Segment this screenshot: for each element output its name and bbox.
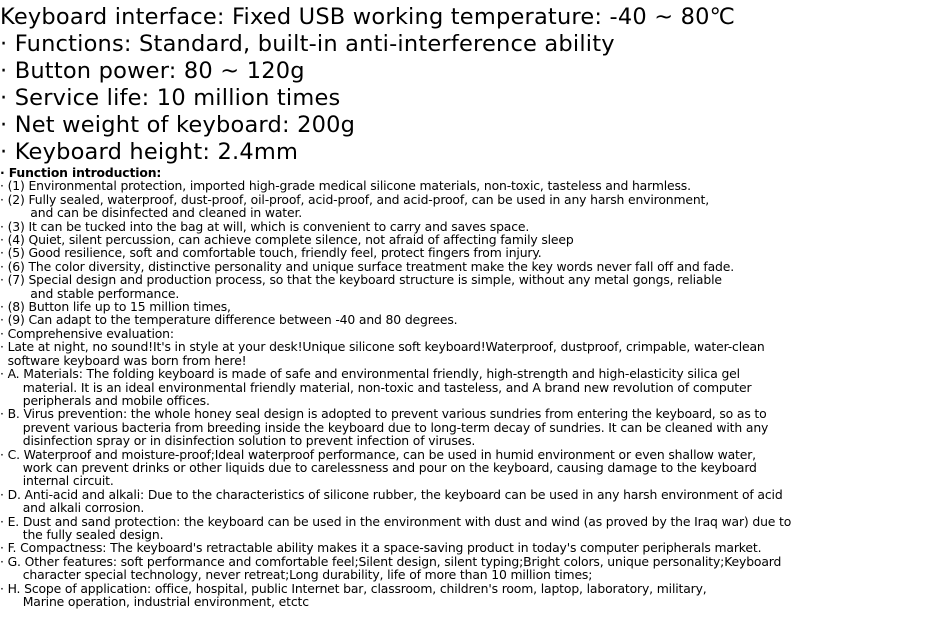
detail-line: · (4) Quiet, silent percussion, can achieve complete silence, not afraid of affecting family sleep bbox=[0, 232, 574, 248]
spec-net-weight: · Net weight of keyboard: 200g bbox=[0, 112, 356, 138]
detail-line: · B. Virus prevention: the whole honey seal design is adopted to prevent various sundries from entering the keyboard, so as to bbox=[0, 406, 767, 422]
detail-line: peripherals and mobile offices. bbox=[0, 392, 210, 408]
detail-line: character special technology, never retreat;Long durability, life of more than 10 million times; bbox=[0, 567, 593, 583]
detail-line: and alkali corrosion. bbox=[0, 500, 145, 516]
spec-keyboard-height: · Keyboard height: 2.4mm bbox=[0, 139, 299, 165]
detail-line: · (6) The color diversity, distinctive personality and unique surface treatment make the key words never fall off and fade. bbox=[0, 258, 735, 274]
detail-line: · H. Scope of application: office, hospital, public Internet bar, classroom, children's room, laptop, laboratory, military, bbox=[0, 580, 707, 596]
detail-line: · (3) It can be tucked into the bag at will, which is convenient to carry and saves space. bbox=[0, 218, 530, 234]
details-block bbox=[0, 166, 950, 608]
detail-line: and stable performance. bbox=[0, 285, 180, 301]
detail-line: · D. Anti-acid and alkali: Due to the characteristics of silicone rubber, the keyboard can be used in any harsh environment of acid bbox=[0, 486, 783, 502]
detail-line: · A. Materials: The folding keyboard is made of safe and environmental friendly, high-strength and high-elasticity silica gel bbox=[0, 366, 740, 382]
detail-line: · (2) Fully sealed, waterproof, dust-proof, oil-proof, acid-proof, and acid-proof, can be used in any harsh environment, bbox=[0, 191, 710, 207]
detail-line: · (1) Environmental protection, imported high-grade medical silicone materials, non-toxic, tasteless and harmless. bbox=[0, 178, 691, 194]
function-intro-heading: · Function introduction: bbox=[0, 165, 162, 180]
spec-interface: Keyboard interface: Fixed USB working temperature: -40 ~ 80℃ bbox=[0, 4, 736, 30]
detail-line: software keyboard was born from here! bbox=[0, 352, 247, 368]
detail-line: the fully sealed design. bbox=[0, 526, 164, 542]
detail-line: · C. Waterproof and moisture-proof;Ideal waterproof performance, can be used in humid environment or even shallow water, bbox=[0, 446, 756, 462]
spec-service-life: · Service life: 10 million times bbox=[0, 85, 341, 111]
detail-line: · (5) Good resilience, soft and comfortable touch, friendly feel, protect fingers from injury. bbox=[0, 245, 542, 261]
detail-line: · Late at night, no sound!It's in style at your desk!Unique silicone soft keyboard!Waterproof, dustproof, crimpable, water-clean bbox=[0, 339, 765, 355]
detail-line: material. It is an ideal environmental friendly material, non-toxic and tasteless, and A brand new revolution of computer bbox=[0, 379, 752, 395]
detail-line: Marine operation, industrial environment, etctc bbox=[0, 594, 309, 609]
detail-line: prevent various bacteria from breeding inside the keyboard due to long-term decay of sundries. It can be cleaned with any bbox=[0, 419, 769, 435]
detail-line: · E. Dust and sand protection: the keyboard can be used in the environment with dust and wind (as proved by the Iraq war) due to bbox=[0, 513, 792, 529]
detail-line: · (7) Special design and production process, so that the keyboard structure is simple, without any metal gongs, reliable bbox=[0, 272, 722, 288]
detail-line: and can be disinfected and cleaned in water. bbox=[0, 205, 303, 221]
detail-line: · G. Other features: soft performance and comfortable feel;Silent design, silent typing;Bright colors, unique personality;Keyboard bbox=[0, 553, 782, 569]
spec-functions: · Functions: Standard, built-in anti-interference ability bbox=[0, 31, 615, 57]
detail-line: · (8) Button life up to 15 million times, bbox=[0, 299, 231, 315]
spec-button-power: · Button power: 80 ~ 120g bbox=[0, 58, 305, 84]
detail-line: · Comprehensive evaluation: bbox=[0, 325, 174, 341]
detail-line: · (9) Can adapt to the temperature difference between -40 and 80 degrees. bbox=[0, 312, 458, 328]
detail-line: work can prevent drinks or other liquids due to carelessness and pour on the keyboard, causing damage to the keyboard bbox=[0, 459, 757, 475]
detail-line: internal circuit. bbox=[0, 473, 114, 489]
detail-line: · F. Compactness: The keyboard's retractable ability makes it a space-saving product in today's computer peripherals market. bbox=[0, 540, 762, 556]
detail-line: disinfection spray or in disinfection solution to prevent infection of viruses. bbox=[0, 433, 476, 449]
